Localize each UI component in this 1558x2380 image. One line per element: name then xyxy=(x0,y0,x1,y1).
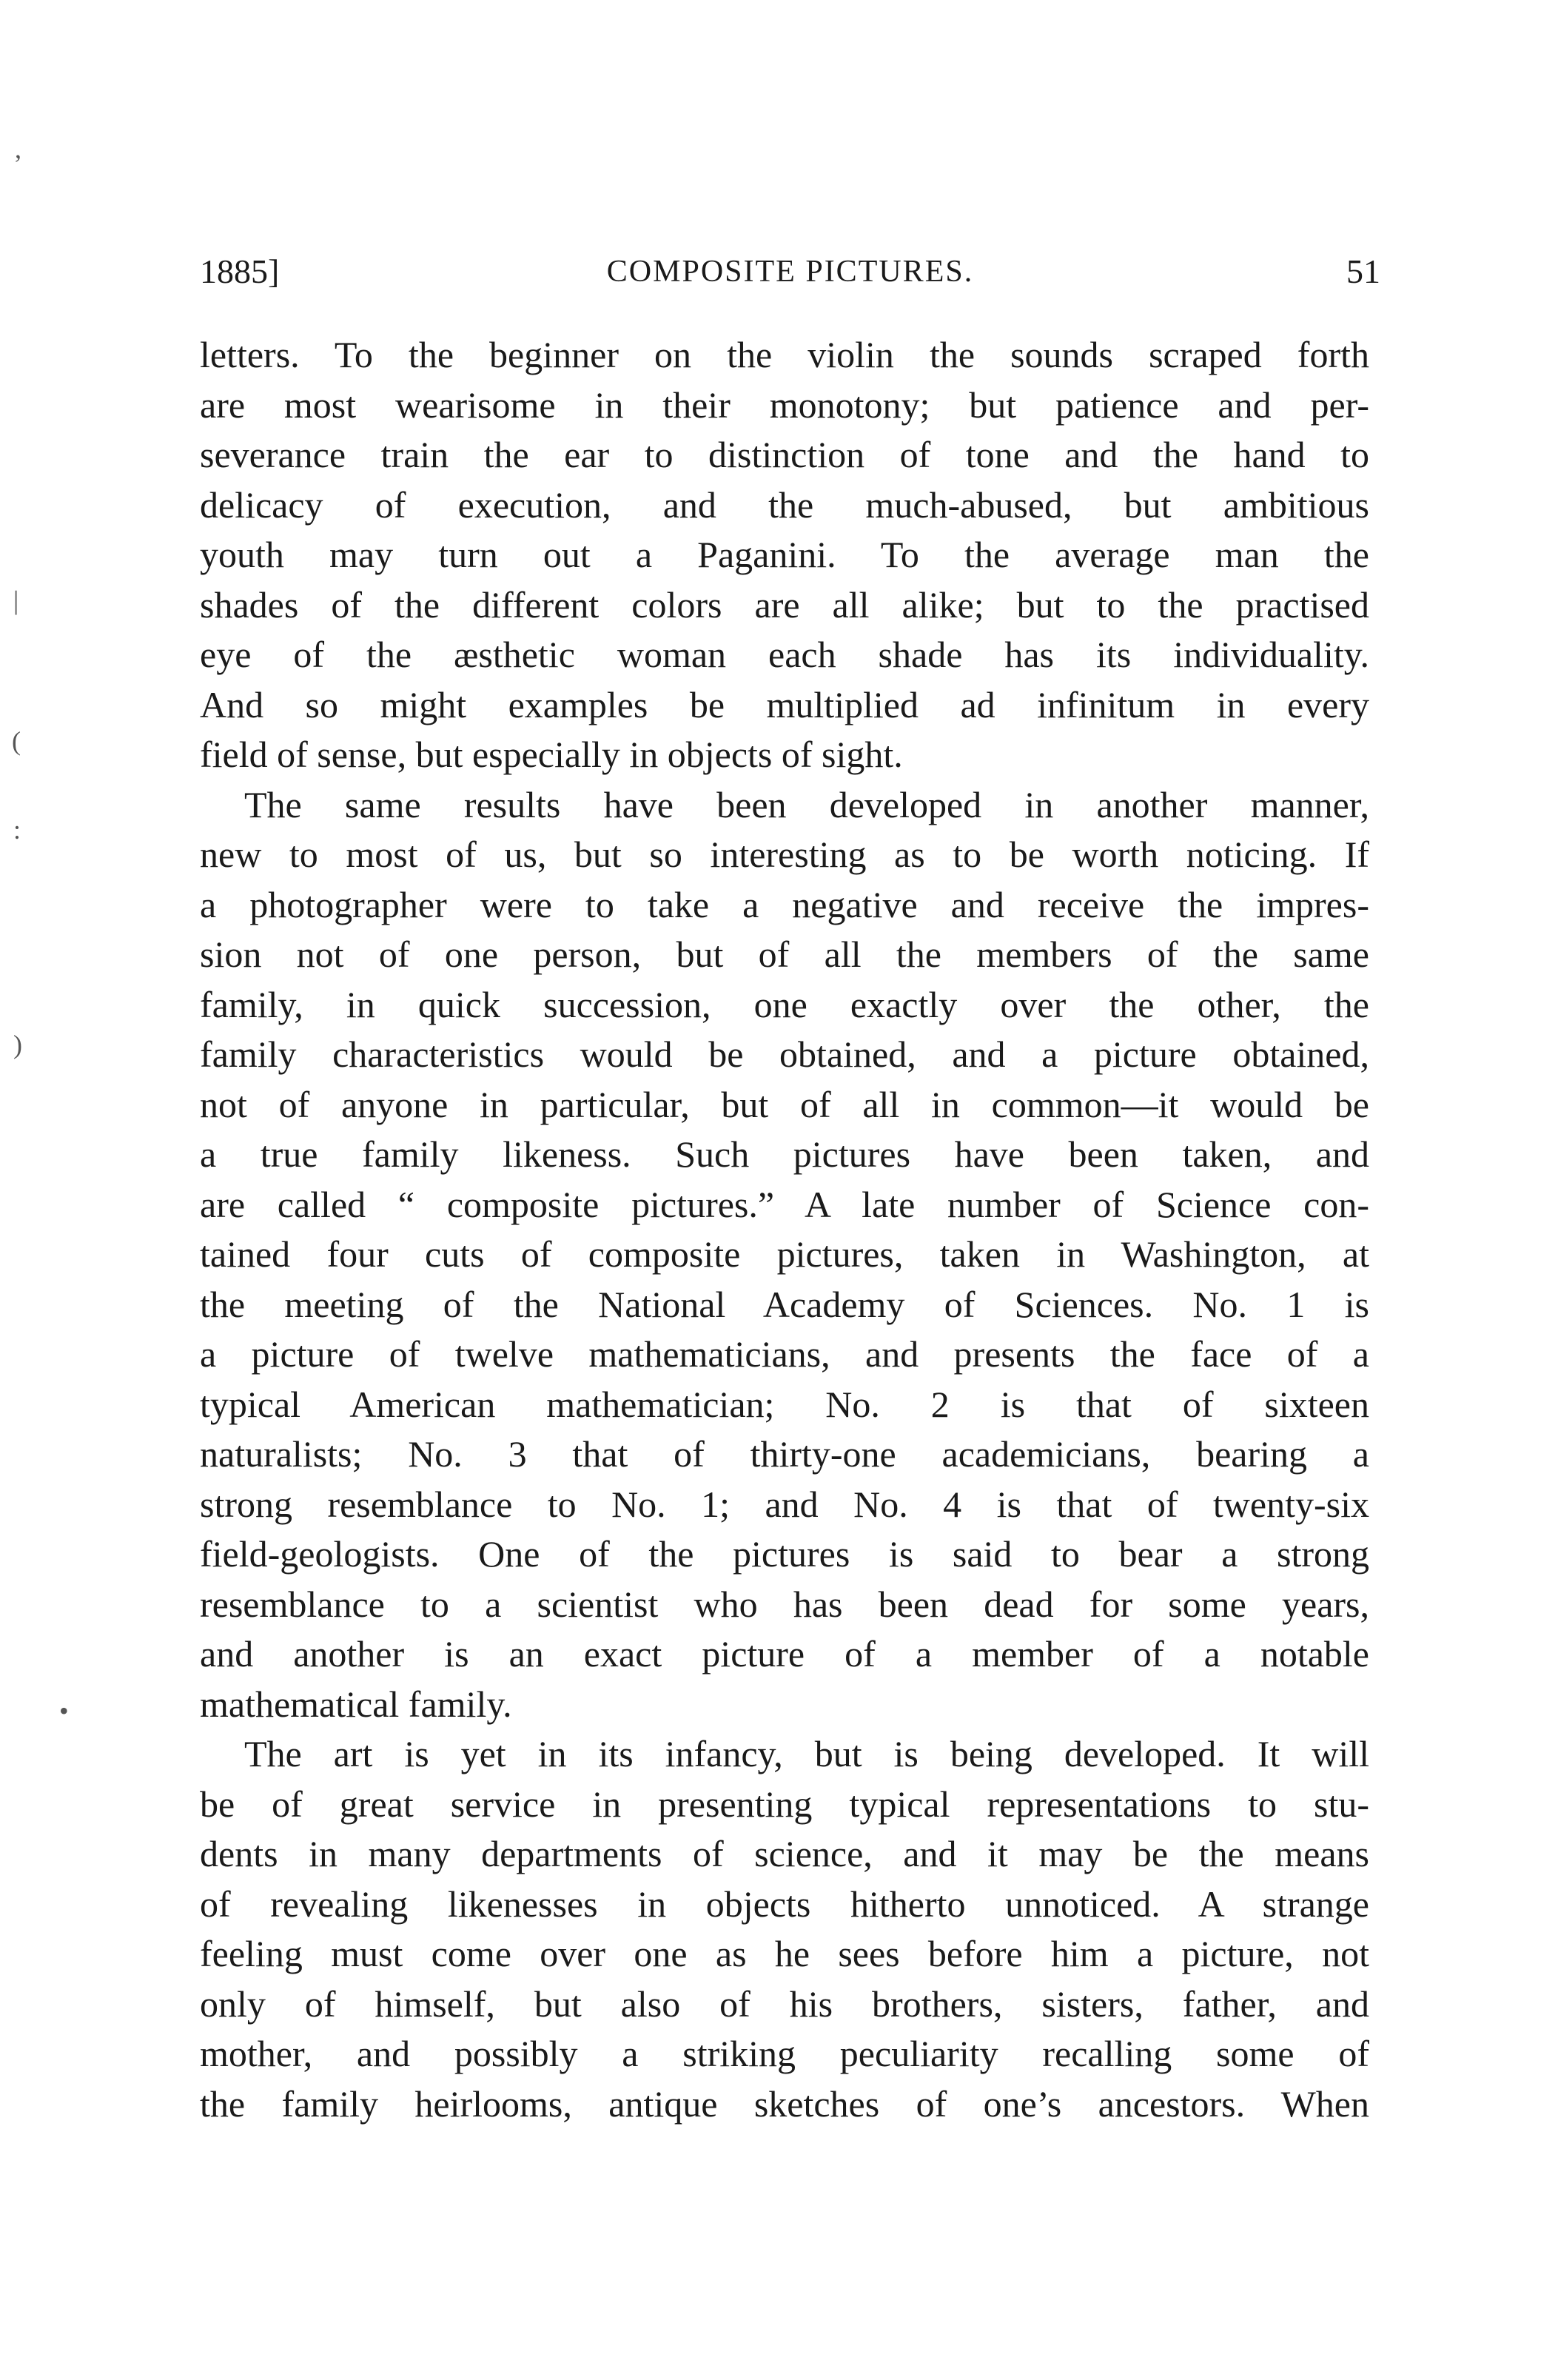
text-line: and another is an exact picture of a member of a notable xyxy=(200,1633,1369,1675)
body-text xyxy=(200,330,1369,2129)
text-line: a photographer were to take a negative and receive the impres- xyxy=(200,883,1369,925)
text-line: the family heirlooms, antique sketches of one’s ancestors. When xyxy=(200,2082,1369,2125)
text-line: field of sense, but especially in objects of sight. xyxy=(200,734,903,775)
text-line: sion not of one person, but of all the members of the same xyxy=(200,933,1369,975)
margin-speck: ( xyxy=(12,726,21,756)
text-line: strong resemblance to No. 1; and No. 4 is that of twenty-six xyxy=(200,1483,1369,1525)
margin-speck: , xyxy=(15,134,21,164)
text-line: mathematical family. xyxy=(200,1683,512,1725)
text-line: field-geologists. One of the pictures is said to bear a strong xyxy=(200,1533,1369,1575)
text-line: naturalists; No. 3 that of thirty-one academicians, bearing a xyxy=(200,1433,1369,1475)
text-line: family, in quick succession, one exactly over the other, the xyxy=(200,983,1369,1025)
text-line: letters. To the beginner on the violin the sounds scraped forth xyxy=(200,334,1369,375)
text-line: be of great service in presenting typical representations to stu- xyxy=(200,1783,1369,1825)
margin-speck: ) xyxy=(13,1030,22,1059)
text-line: youth may turn out a Paganini. To the average man the xyxy=(200,534,1369,575)
text-line: are called “ composite pictures.” A late number of Science con- xyxy=(200,1183,1369,1225)
text-line: delicacy of execution, and the much-abused, but ambitious xyxy=(200,483,1369,526)
text-line: eye of the æsthetic woman each shade has its individuality. xyxy=(200,634,1369,675)
header-year: 1885] xyxy=(200,252,280,290)
text-line: The art is yet in its infancy, but is being developed. It will xyxy=(244,1733,1369,1774)
text-line: mother, and possibly a striking peculiarity recalling some of xyxy=(200,2033,1369,2074)
margin-speck: • xyxy=(59,1696,69,1726)
text-line: new to most of us, but so interesting as to be worth noticing. If xyxy=(200,834,1369,875)
text-line: are most wearisome in their monotony; but patience and per- xyxy=(200,383,1369,426)
text-line: of revealing likenesses in objects hitherto unnoticed. A strange xyxy=(200,1883,1369,1925)
text-line: tained four cuts of composite pictures, taken in Washington, at xyxy=(200,1233,1369,1275)
text-line: not of anyone in particular, but of all in common—it would be xyxy=(200,1083,1369,1125)
text-line: resemblance to a scientist who has been dead for some years, xyxy=(200,1583,1369,1625)
header-title: COMPOSITE PICTURES. xyxy=(606,255,974,289)
text-line: a picture of twelve mathematicians, and presents the face of a xyxy=(200,1333,1369,1375)
text-line: a true family likeness. Such pictures have been taken, and xyxy=(200,1133,1369,1175)
page-number: 51 xyxy=(1346,252,1380,290)
text-line: family characteristics would be obtained, and a picture obtained, xyxy=(200,1033,1369,1075)
text-line: the meeting of the National Academy of Sciences. No. 1 is xyxy=(200,1283,1369,1325)
text-line: typical American mathematician; No. 2 is that of sixteen xyxy=(200,1383,1369,1425)
text-line: only of himself, but also of his brothers, sisters, father, and xyxy=(200,1982,1369,2025)
text-line: dents in many departments of science, and it may be the means xyxy=(200,1833,1369,1874)
text-line: feeling must come over one as he sees before him a picture, not xyxy=(200,1933,1369,1974)
text-line: And so might examples be multiplied ad infinitum in every xyxy=(200,683,1369,725)
margin-speck: : xyxy=(13,815,21,845)
text-line: severance train the ear to distinction of tone and the hand to xyxy=(200,434,1369,475)
running-head xyxy=(200,246,1380,298)
text-line: shades of the different colors are all alike; but to the practised xyxy=(200,583,1369,626)
text-line: The same results have been developed in another manner, xyxy=(244,783,1369,825)
margin-speck: | xyxy=(13,586,19,615)
